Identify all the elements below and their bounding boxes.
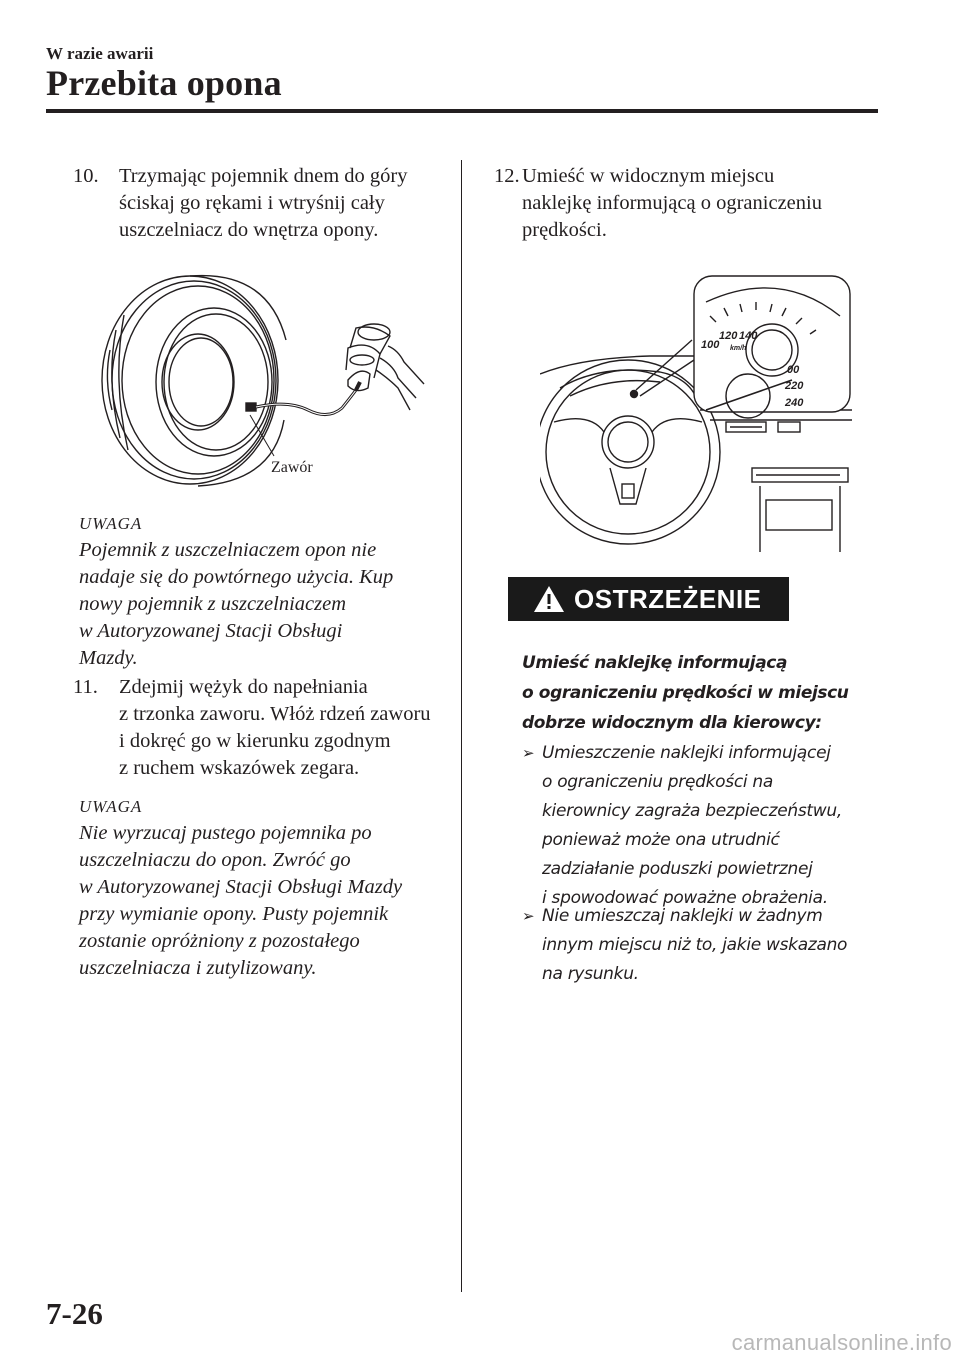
bullet-line: kierownicy zagraża bezpieczeństwu, — [542, 801, 842, 821]
step-line: Trzymając pojemnik dnem do góry — [119, 165, 408, 187]
section-label: W razie awarii — [46, 44, 154, 63]
step-line: uszczelniacz do wnętrza opony. — [119, 219, 379, 241]
step-number: 12. — [494, 165, 520, 187]
note-line: Nie wyrzucaj pustego pojemnika po — [79, 822, 372, 844]
note-heading: UWAGA — [79, 797, 143, 816]
arrow-bullet-icon: ➢ — [522, 907, 535, 925]
bullet-line: o ograniczeniu prędkości na — [542, 772, 774, 792]
note-line: nowy pojemnik z uszczelniaczem — [79, 593, 347, 615]
warning-heading-line: o ograniczeniu prędkości w miejscu — [522, 683, 849, 703]
bullet-line: Umieszczenie naklejki informującej — [542, 743, 831, 763]
note-body — [79, 537, 393, 672]
bullet-line: Nie umieszczaj naklejki w żadnym — [542, 906, 823, 926]
note-line: Pojemnik z uszczelniaczem opon nie — [79, 539, 377, 561]
valve-label: Zawór — [271, 459, 313, 476]
column-divider — [461, 160, 462, 1292]
note-body — [79, 820, 402, 982]
step-line: Zdejmij wężyk do napełniania — [119, 676, 368, 698]
step-number: 11. — [73, 676, 98, 698]
warning-heading — [522, 648, 848, 738]
warning-triangle-icon — [532, 584, 566, 614]
note-line: nadaje się do powtórnego użycia. Kup — [79, 566, 394, 588]
warning-heading-line: Umieść naklejkę informującą — [522, 653, 788, 673]
speed-label: 240 — [785, 397, 804, 409]
speed-label: 100 — [701, 339, 720, 351]
step-number: 10. — [73, 165, 99, 187]
note-line: w Autoryzowanej Stacji Obsługi Mazdy — [79, 876, 403, 898]
speed-label: 120 — [719, 330, 738, 342]
note-line: uszczelniacza i zutylizowany. — [79, 957, 317, 979]
arrow-bullet-icon: ➢ — [522, 744, 535, 762]
warning-bullet — [522, 739, 882, 915]
watermark: carmanualsonline.info — [731, 1330, 952, 1355]
step-line: i dokręć go w kierunku zgodnym — [119, 730, 391, 752]
warning-banner — [508, 577, 789, 621]
speed-label: 220 — [785, 380, 804, 392]
bullet-line: i spowodować poważne obrażenia. — [542, 888, 828, 908]
warning-heading-line: dobrze widocznym dla kierowcy: — [522, 713, 822, 733]
warning-bullet — [522, 902, 882, 992]
step-line: z trzonka zaworu. Włóż rdzeń zaworu — [119, 703, 431, 725]
page-title: Przebita opona — [46, 63, 282, 103]
title-rule — [46, 109, 878, 113]
note-line: Mazdy. — [79, 647, 138, 669]
note-line: w Autoryzowanej Stacji Obsługi — [79, 620, 343, 642]
bullet-line: innym miejscu niż to, jakie wskazano — [542, 935, 848, 955]
dashboard-illustration — [540, 272, 852, 552]
bullet-line: na rysunku. — [542, 964, 639, 984]
step-line: z ruchem wskazówek zegara. — [119, 757, 360, 779]
tire-sealant-illustration — [98, 270, 428, 492]
note-line: zostanie opróżniony z pozostałego — [79, 930, 360, 952]
speed-unit: km/h — [730, 345, 747, 352]
bullet-line: ponieważ może ona utrudnić — [542, 830, 780, 850]
speed-label: 00 — [787, 364, 800, 376]
note-line: przy wymianie opony. Pusty pojemnik — [79, 903, 389, 925]
step-line: ściskaj go rękami i wtryśnij cały — [119, 192, 385, 214]
note-heading: UWAGA — [79, 514, 143, 533]
step-line: prędkości. — [522, 219, 607, 241]
bullet-line: zadziałanie poduszki powietrznej — [542, 859, 813, 879]
step-line: Umieść w widocznym miejscu — [522, 165, 775, 187]
speed-label: 140 — [739, 330, 758, 342]
step-line: naklejkę informującą o ograniczeniu — [522, 192, 822, 214]
note-line: uszczelniaczu do opon. Zwróć go — [79, 849, 351, 871]
warning-label: OSTRZEŻENIE — [574, 583, 762, 614]
page-number: 7-26 — [46, 1296, 103, 1331]
